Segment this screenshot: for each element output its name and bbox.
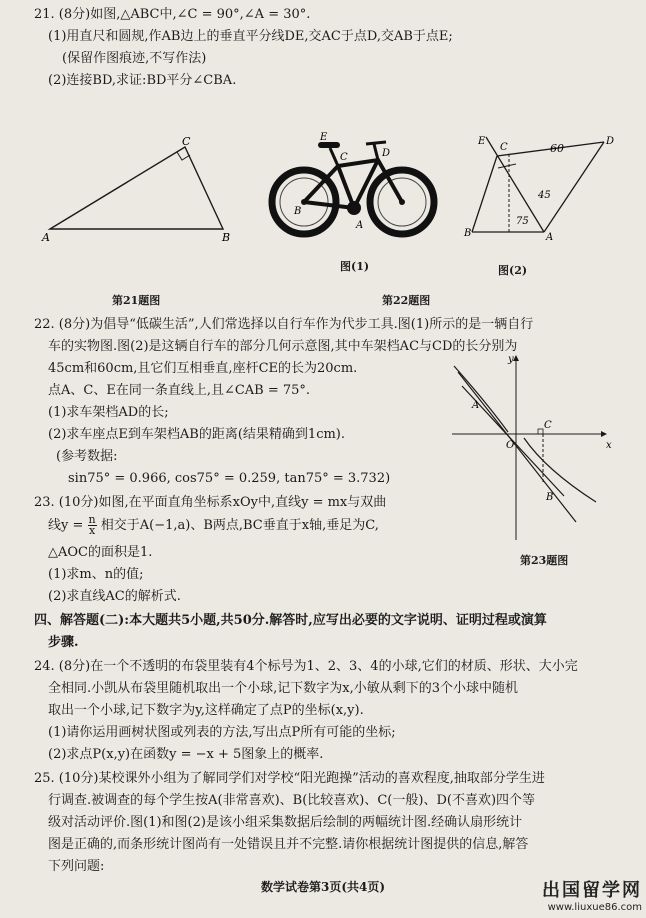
- q23-label-x: x: [606, 440, 612, 451]
- q23-line3: △AOC的面积是1.: [48, 545, 153, 560]
- fig1-label-e: E: [320, 132, 328, 143]
- bicycle-figure: [268, 130, 440, 242]
- q23-part2: (2)求直线AC的解析式.: [48, 589, 181, 604]
- fig2-label-e: E: [478, 136, 486, 147]
- page-footer: 数学试卷第3页(共4页): [260, 880, 386, 894]
- q23-line2: [48, 514, 379, 538]
- q23-label-o: O: [506, 440, 515, 451]
- q23-part1: (1)求m、n的值;: [48, 567, 144, 582]
- q21-part2: (2)连接BD,求证:BD平分∠CBA.: [48, 73, 237, 88]
- fig1-label-c: C: [340, 152, 348, 163]
- site-watermark: [542, 876, 642, 913]
- fig2-note-75: 75: [516, 216, 529, 227]
- fig2-label-d: D: [606, 136, 615, 147]
- section4-heading-cont: 步骤.: [48, 635, 79, 650]
- section4-heading: 四、解答题(二):本大题共5小题,共50分.解答时,应写出必要的文字说明、证明过程或演算: [34, 613, 547, 628]
- q21-part1: (1)用直尺和圆规,作AB边上的垂直平分线DE,交AC于点D,交AB于点E;: [48, 29, 453, 44]
- fig2-caption: 图(2): [498, 264, 528, 277]
- fig2-label-b: B: [464, 228, 472, 239]
- q22-line1: 22. (8分)为倡导“低碳生活”,人们常选择以自行车作为代步工具.图(1)所示的是一辆自行: [34, 317, 534, 332]
- watermark-title: 出国留学网: [542, 880, 642, 901]
- q23-line1: 23. (10分)如图,在平面直角坐标系xOy中,直线y = mx与双曲: [34, 495, 387, 510]
- watermark-url: www.liuxue86.com: [547, 902, 642, 913]
- fig1-label-d: D: [382, 148, 391, 159]
- fig1-label-b: B: [294, 206, 302, 217]
- q23-caption: 第23题图: [520, 554, 569, 567]
- q22-line2: 车的实物图.图(2)是这辆自行车的部分几何示意图,其中车架档AC与CD的长分别为: [48, 339, 518, 354]
- q24-line1: 24. (8分)在一个不透明的布袋里装有4个标号为1、2、3、4的小球,它们的材质、形状、大小完: [34, 659, 578, 674]
- fig2-note-45: 45: [538, 190, 551, 201]
- q22-line4: 点A、C、E在同一条直线上,且∠CAB = 75°.: [48, 383, 311, 398]
- q22-reference-values: sin75° = 0.966, cos75° = 0.259, tan75° = 3.732): [68, 471, 391, 486]
- q23-fraction: [88, 515, 97, 536]
- q22-caption: 第22题图: [382, 294, 431, 307]
- fig1-caption: 图(1): [340, 260, 370, 273]
- q25-line5: 下列问题:: [48, 859, 105, 874]
- q24-line2: 全相同.小凯从布袋里随机取出一个小球,记下数字为x,小敏从剩下的3个小球中随机: [48, 681, 519, 696]
- q22-part1: (1)求车架档AD的长;: [48, 405, 169, 420]
- q21-label-b: B: [222, 231, 231, 244]
- q23-label-y: y: [508, 354, 514, 365]
- q23-coordinate-figure: [446, 352, 616, 546]
- fig2-label-c: C: [500, 142, 508, 153]
- q23-label-a: A: [472, 400, 480, 411]
- bicycle-icon: [272, 142, 434, 234]
- bicycle-geometry-figure: [462, 132, 632, 244]
- q21-caption: 第21题图: [112, 294, 161, 307]
- q21-stem: 21. (8分)如图,△ABC中,∠C = 90°,∠A = 30°.: [34, 7, 311, 22]
- fig2-label-a: A: [546, 232, 554, 243]
- q23-label-c: C: [544, 420, 552, 431]
- q24-part1: (1)请你运用画树状图或列表的方法,写出点P所有可能的坐标;: [48, 725, 396, 740]
- q23-line2-pre: 线y =: [48, 518, 84, 533]
- q24-line3: 取出一个小球,记下数字为y,这样确定了点P的坐标(x,y).: [48, 703, 364, 718]
- q21-triangle-figure: [40, 135, 240, 245]
- q25-line1: 25. (10分)某校课外小组为了解同学们对学校“阳光跑操”活动的喜欢程度,抽取部分学生进: [34, 771, 545, 786]
- q23-frac-den: x: [88, 524, 96, 537]
- q21-label-a: A: [42, 231, 50, 244]
- q25-line2: 行调查.被调查的每个学生按A(非常喜欢)、B(比较喜欢)、C(一般)、D(不喜欢)四个等: [48, 793, 536, 808]
- q23-frac-num: n: [88, 513, 96, 526]
- q24-part2: (2)求点P(x,y)在函数y = −x + 5图象上的概率.: [48, 747, 324, 762]
- q25-line3: 级对活动评价.图(1)和图(2)是该小组采集数据后绘制的两幅统计图.经确认扇形统计: [48, 815, 523, 830]
- q22-part2: (2)求车座点E到车架档AB的距离(结果精确到1cm).: [48, 427, 346, 442]
- fig2-note-60: 60: [550, 142, 564, 155]
- q23-label-b: B: [546, 492, 554, 503]
- fig1-label-a: A: [356, 220, 364, 231]
- q21-label-c: C: [182, 135, 191, 148]
- q25-line4: 图是正确的,而条形统计图尚有一处错误且并不完整.请你根据统计图提供的信息,解答: [48, 837, 529, 852]
- q21-part1-note: (保留作图痕迹,不写作法): [62, 51, 207, 66]
- q23-line2-post: 相交于A(−1,a)、B两点,BC垂直于x轴,垂足为C,: [100, 518, 379, 533]
- q22-line3: 45cm和60cm,且它们互相垂直,座杆CE的长为20cm.: [48, 361, 358, 376]
- q22-reference: (参考数据:: [56, 449, 118, 464]
